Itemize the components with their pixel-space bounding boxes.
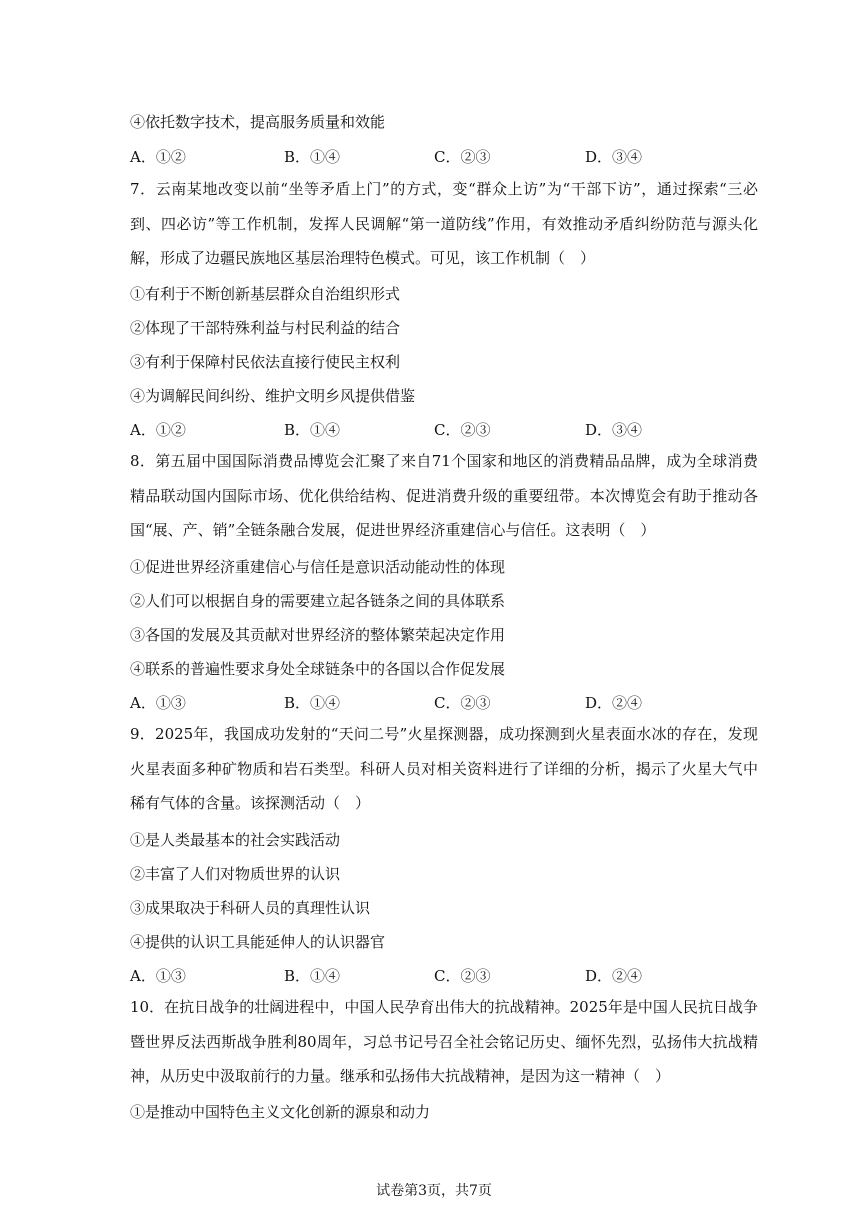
- option-item: ④为调解民间纠纷、维护文明乡风提供借鉴: [130, 387, 416, 405]
- option-item: ①是人类最基本的社会实践活动: [130, 831, 341, 849]
- option-item: ②丰富了人们对物质世界的认识: [130, 865, 341, 883]
- answer-choice-b: B．①④: [284, 148, 341, 166]
- answer-choice-a: A．①②: [130, 421, 186, 439]
- option-item: ①是推动中国特色主义文化创新的源泉和动力: [130, 1103, 431, 1121]
- question-7-stem: 7．云南某地改变以前“坐等矛盾上门”的方式，变“群众上访”为“干部下访”，通过探索“三必到、四必访”等工作机制，发挥人民调解“第一道防线”作用，有效推动矛盾纠纷防范与源头化解，形成了边疆民族地区基层治理特色模式。可见，该工作机制（ ）: [130, 180, 758, 267]
- option-item: ③各国的发展及其贡献对世界经济的整体繁荣起决定作用: [130, 626, 506, 644]
- option-item: ①促进世界经济重建信心与信任是意识活动能动性的体现: [130, 558, 506, 576]
- question-10-stem: 10．在抗日战争的壮阔进程中，中国人民孕育出伟大的抗战精神。2025年是中国人民抗日战争暨世界反法西斯战争胜利80周年，习总书记号召全社会铭记历史、缅怀先烈，弘扬伟大抗战精神，从历史中汲取前行的力量。继承和弘扬伟大抗战精神，是因为这一精神（ ）: [130, 998, 758, 1085]
- answer-choice-a: A．①③: [130, 694, 186, 712]
- answer-choice-c: C．②③: [434, 694, 491, 712]
- answer-choice-b: B．①④: [284, 421, 341, 439]
- answer-choice-d: D．③④: [585, 421, 643, 439]
- answer-choice-a: A．①②: [130, 148, 186, 166]
- answer-choice-d: D．③④: [585, 148, 643, 166]
- page-footer: 试卷第3页，共7页: [376, 1183, 492, 1199]
- option-item: ②人们可以根据自身的需要建立起各链条之间的具体联系: [130, 592, 506, 610]
- answer-choice-d: D．②④: [585, 967, 643, 985]
- option-item: ③成果取决于科研人员的真理性认识: [130, 899, 371, 917]
- question-9-stem: 9．2025年，我国成功发射的“天问二号”火星探测器，成功探测到火星表面水冰的存在，发现火星表面多种矿物质和岩石类型。科研人员对相关资料进行了详细的分析，揭示了火星大气中稀有气体的含量。该探测活动（ ）: [130, 725, 758, 812]
- question-8-stem: 8．第五届中国国际消费品博览会汇聚了来自71个国家和地区的消费精品品牌，成为全球消费精品联动国内国际市场、优化供给结构、促进消费升级的重要纽带。本次博览会有助于推动各国“展、产、销”全链条融合发展，促进世界经济重建信心与信任。这表明（ ）: [130, 452, 758, 539]
- option-item: ①有利于不断创新基层群众自治组织形式: [130, 285, 401, 303]
- answer-choice-c: C．②③: [434, 148, 491, 166]
- option-item: ②体现了干部特殊利益与村民利益的结合: [130, 319, 401, 337]
- answer-choice-b: B．①④: [284, 967, 341, 985]
- answer-choice-d: D．②④: [585, 694, 643, 712]
- option-item: ④提供的认识工具能延伸人的认识器官: [130, 933, 386, 951]
- answer-choice-a: A．①③: [130, 967, 186, 985]
- answer-choice-c: C．②③: [434, 421, 491, 439]
- option-item: ③有利于保障村民依法直接行使民主权利: [130, 353, 401, 371]
- answer-choice-b: B．①④: [284, 694, 341, 712]
- option-item: ④依托数字技术，提高服务质量和效能: [130, 113, 386, 131]
- option-item: ④联系的普遍性要求身处全球链条中的各国以合作促发展: [130, 660, 506, 678]
- answer-choice-c: C．②③: [434, 967, 491, 985]
